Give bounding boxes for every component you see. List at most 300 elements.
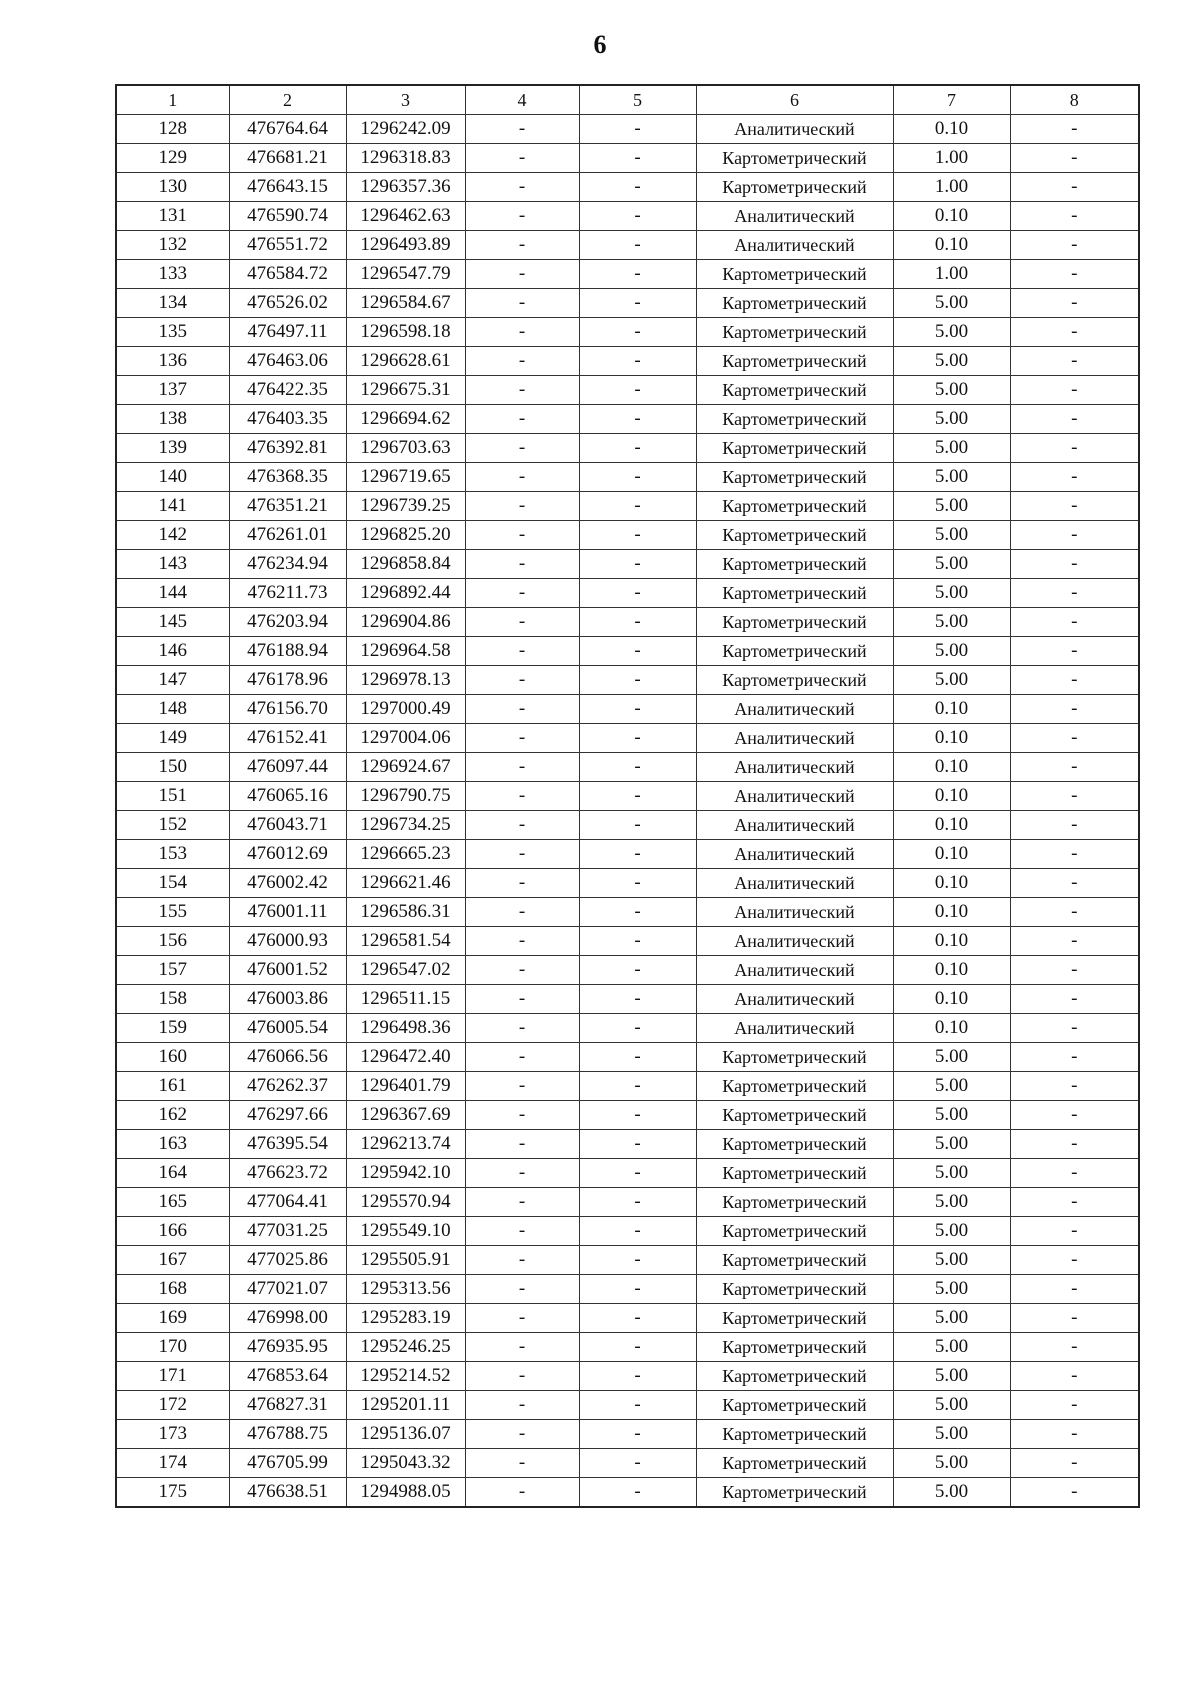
x-coordinate-cell: 476681.21 xyxy=(229,144,346,173)
x-coordinate-cell: 476526.02 xyxy=(229,289,346,318)
method-cell: Аналитический xyxy=(696,956,893,985)
column-8-cell: - xyxy=(1010,695,1139,724)
table-row xyxy=(116,985,1139,1014)
column-5-cell: - xyxy=(579,202,696,231)
column-8-cell: - xyxy=(1010,1333,1139,1362)
point-number-cell: 155 xyxy=(116,898,229,927)
accuracy-cell: 0.10 xyxy=(893,231,1010,260)
x-coordinate-cell: 476827.31 xyxy=(229,1391,346,1420)
accuracy-cell: 0.10 xyxy=(893,753,1010,782)
column-8-cell: - xyxy=(1010,492,1139,521)
point-number-cell: 131 xyxy=(116,202,229,231)
accuracy-cell: 5.00 xyxy=(893,376,1010,405)
y-coordinate-cell: 1295313.56 xyxy=(346,1275,465,1304)
method-cell: Картометрический xyxy=(696,1217,893,1246)
column-5-cell: - xyxy=(579,318,696,347)
column-4-cell: - xyxy=(465,724,579,753)
coordinates-table xyxy=(115,84,1140,1508)
x-coordinate-cell: 476392.81 xyxy=(229,434,346,463)
table-row xyxy=(116,405,1139,434)
table-row xyxy=(116,1246,1139,1275)
accuracy-cell: 5.00 xyxy=(893,463,1010,492)
y-coordinate-cell: 1296790.75 xyxy=(346,782,465,811)
column-8-cell: - xyxy=(1010,521,1139,550)
accuracy-cell: 5.00 xyxy=(893,405,1010,434)
y-coordinate-cell: 1296719.65 xyxy=(346,463,465,492)
x-coordinate-cell: 476262.37 xyxy=(229,1072,346,1101)
column-header: 4 xyxy=(465,85,579,115)
accuracy-cell: 5.00 xyxy=(893,1362,1010,1391)
column-5-cell: - xyxy=(579,666,696,695)
column-8-cell: - xyxy=(1010,811,1139,840)
column-5-cell: - xyxy=(579,492,696,521)
y-coordinate-cell: 1296675.31 xyxy=(346,376,465,405)
column-5-cell: - xyxy=(579,434,696,463)
method-cell: Картометрический xyxy=(696,173,893,202)
point-number-cell: 167 xyxy=(116,1246,229,1275)
y-coordinate-cell: 1296367.69 xyxy=(346,1101,465,1130)
column-8-cell: - xyxy=(1010,1246,1139,1275)
column-8-cell: - xyxy=(1010,405,1139,434)
column-4-cell: - xyxy=(465,463,579,492)
accuracy-cell: 5.00 xyxy=(893,492,1010,521)
x-coordinate-cell: 476788.75 xyxy=(229,1420,346,1449)
y-coordinate-cell: 1296547.02 xyxy=(346,956,465,985)
accuracy-cell: 5.00 xyxy=(893,521,1010,550)
table-row xyxy=(116,434,1139,463)
column-5-cell: - xyxy=(579,1420,696,1449)
method-cell: Аналитический xyxy=(696,753,893,782)
column-4-cell: - xyxy=(465,811,579,840)
table-row xyxy=(116,318,1139,347)
y-coordinate-cell: 1295549.10 xyxy=(346,1217,465,1246)
column-4-cell: - xyxy=(465,666,579,695)
column-4-cell: - xyxy=(465,1130,579,1159)
y-coordinate-cell: 1296401.79 xyxy=(346,1072,465,1101)
y-coordinate-cell: 1296493.89 xyxy=(346,231,465,260)
x-coordinate-cell: 476156.70 xyxy=(229,695,346,724)
accuracy-cell: 1.00 xyxy=(893,144,1010,173)
method-cell: Аналитический xyxy=(696,869,893,898)
x-coordinate-cell: 476764.64 xyxy=(229,115,346,144)
method-cell: Картометрический xyxy=(696,1188,893,1217)
method-cell: Картометрический xyxy=(696,1043,893,1072)
point-number-cell: 164 xyxy=(116,1159,229,1188)
column-4-cell: - xyxy=(465,434,579,463)
x-coordinate-cell: 476234.94 xyxy=(229,550,346,579)
column-5-cell: - xyxy=(579,1333,696,1362)
x-coordinate-cell: 476001.52 xyxy=(229,956,346,985)
table-row xyxy=(116,1275,1139,1304)
x-coordinate-cell: 476368.35 xyxy=(229,463,346,492)
method-cell: Картометрический xyxy=(696,1478,893,1508)
accuracy-cell: 5.00 xyxy=(893,1130,1010,1159)
column-header: 8 xyxy=(1010,85,1139,115)
accuracy-cell: 0.10 xyxy=(893,724,1010,753)
point-number-cell: 163 xyxy=(116,1130,229,1159)
column-5-cell: - xyxy=(579,1188,696,1217)
column-4-cell: - xyxy=(465,1478,579,1508)
column-4-cell: - xyxy=(465,1159,579,1188)
accuracy-cell: 5.00 xyxy=(893,1275,1010,1304)
method-cell: Картометрический xyxy=(696,144,893,173)
y-coordinate-cell: 1296581.54 xyxy=(346,927,465,956)
column-8-cell: - xyxy=(1010,376,1139,405)
accuracy-cell: 5.00 xyxy=(893,1478,1010,1508)
accuracy-cell: 5.00 xyxy=(893,1449,1010,1478)
accuracy-cell: 0.10 xyxy=(893,1014,1010,1043)
accuracy-cell: 0.10 xyxy=(893,985,1010,1014)
method-cell: Картометрический xyxy=(696,289,893,318)
method-cell: Картометрический xyxy=(696,1101,893,1130)
x-coordinate-cell: 476188.94 xyxy=(229,637,346,666)
y-coordinate-cell: 1296584.67 xyxy=(346,289,465,318)
x-coordinate-cell: 476297.66 xyxy=(229,1101,346,1130)
column-header: 1 xyxy=(116,85,229,115)
x-coordinate-cell: 476003.86 xyxy=(229,985,346,1014)
method-cell: Аналитический xyxy=(696,724,893,753)
column-8-cell: - xyxy=(1010,956,1139,985)
column-4-cell: - xyxy=(465,753,579,782)
point-number-cell: 138 xyxy=(116,405,229,434)
column-5-cell: - xyxy=(579,347,696,376)
point-number-cell: 160 xyxy=(116,1043,229,1072)
column-8-cell: - xyxy=(1010,1304,1139,1333)
y-coordinate-cell: 1295214.52 xyxy=(346,1362,465,1391)
column-5-cell: - xyxy=(579,1246,696,1275)
method-cell: Аналитический xyxy=(696,695,893,724)
column-5-cell: - xyxy=(579,376,696,405)
point-number-cell: 139 xyxy=(116,434,229,463)
accuracy-cell: 5.00 xyxy=(893,1072,1010,1101)
table-row xyxy=(116,724,1139,753)
table-row xyxy=(116,1014,1139,1043)
y-coordinate-cell: 1296734.25 xyxy=(346,811,465,840)
column-4-cell: - xyxy=(465,289,579,318)
accuracy-cell: 5.00 xyxy=(893,1420,1010,1449)
table-row xyxy=(116,173,1139,202)
method-cell: Картометрический xyxy=(696,376,893,405)
column-8-cell: - xyxy=(1010,1275,1139,1304)
x-coordinate-cell: 476551.72 xyxy=(229,231,346,260)
x-coordinate-cell: 476853.64 xyxy=(229,1362,346,1391)
column-4-cell: - xyxy=(465,637,579,666)
method-cell: Картометрический xyxy=(696,318,893,347)
column-4-cell: - xyxy=(465,579,579,608)
point-number-cell: 157 xyxy=(116,956,229,985)
column-8-cell: - xyxy=(1010,463,1139,492)
method-cell: Картометрический xyxy=(696,260,893,289)
point-number-cell: 156 xyxy=(116,927,229,956)
column-5-cell: - xyxy=(579,1275,696,1304)
x-coordinate-cell: 476012.69 xyxy=(229,840,346,869)
table-row xyxy=(116,115,1139,144)
x-coordinate-cell: 476403.35 xyxy=(229,405,346,434)
column-5-cell: - xyxy=(579,579,696,608)
column-8-cell: - xyxy=(1010,1391,1139,1420)
y-coordinate-cell: 1296472.40 xyxy=(346,1043,465,1072)
y-coordinate-cell: 1296825.20 xyxy=(346,521,465,550)
table-row xyxy=(116,840,1139,869)
y-coordinate-cell: 1296978.13 xyxy=(346,666,465,695)
column-5-cell: - xyxy=(579,782,696,811)
column-4-cell: - xyxy=(465,1246,579,1275)
column-5-cell: - xyxy=(579,608,696,637)
method-cell: Аналитический xyxy=(696,1014,893,1043)
method-cell: Картометрический xyxy=(696,1333,893,1362)
column-4-cell: - xyxy=(465,1101,579,1130)
column-8-cell: - xyxy=(1010,347,1139,376)
accuracy-cell: 5.00 xyxy=(893,1101,1010,1130)
accuracy-cell: 5.00 xyxy=(893,1391,1010,1420)
accuracy-cell: 1.00 xyxy=(893,260,1010,289)
accuracy-cell: 5.00 xyxy=(893,1217,1010,1246)
column-8-cell: - xyxy=(1010,1072,1139,1101)
x-coordinate-cell: 476065.16 xyxy=(229,782,346,811)
point-number-cell: 136 xyxy=(116,347,229,376)
x-coordinate-cell: 476178.96 xyxy=(229,666,346,695)
x-coordinate-cell: 476001.11 xyxy=(229,898,346,927)
column-5-cell: - xyxy=(579,1159,696,1188)
method-cell: Картометрический xyxy=(696,637,893,666)
point-number-cell: 172 xyxy=(116,1391,229,1420)
point-number-cell: 173 xyxy=(116,1420,229,1449)
column-4-cell: - xyxy=(465,956,579,985)
column-5-cell: - xyxy=(579,637,696,666)
column-5-cell: - xyxy=(579,724,696,753)
method-cell: Картометрический xyxy=(696,1159,893,1188)
method-cell: Картометрический xyxy=(696,550,893,579)
column-8-cell: - xyxy=(1010,1130,1139,1159)
point-number-cell: 142 xyxy=(116,521,229,550)
accuracy-cell: 5.00 xyxy=(893,289,1010,318)
point-number-cell: 132 xyxy=(116,231,229,260)
column-4-cell: - xyxy=(465,1333,579,1362)
x-coordinate-cell: 476935.95 xyxy=(229,1333,346,1362)
method-cell: Картометрический xyxy=(696,1391,893,1420)
point-number-cell: 168 xyxy=(116,1275,229,1304)
y-coordinate-cell: 1296318.83 xyxy=(346,144,465,173)
x-coordinate-cell: 476463.06 xyxy=(229,347,346,376)
column-4-cell: - xyxy=(465,115,579,144)
point-number-cell: 130 xyxy=(116,173,229,202)
column-5-cell: - xyxy=(579,260,696,289)
column-4-cell: - xyxy=(465,1217,579,1246)
column-4-cell: - xyxy=(465,869,579,898)
method-cell: Картометрический xyxy=(696,521,893,550)
column-5-cell: - xyxy=(579,115,696,144)
column-4-cell: - xyxy=(465,347,579,376)
column-5-cell: - xyxy=(579,840,696,869)
column-4-cell: - xyxy=(465,202,579,231)
method-cell: Картометрический xyxy=(696,492,893,521)
method-cell: Аналитический xyxy=(696,840,893,869)
method-cell: Аналитический xyxy=(696,927,893,956)
table-row xyxy=(116,1188,1139,1217)
point-number-cell: 135 xyxy=(116,318,229,347)
y-coordinate-cell: 1296511.15 xyxy=(346,985,465,1014)
y-coordinate-cell: 1295136.07 xyxy=(346,1420,465,1449)
column-8-cell: - xyxy=(1010,1478,1139,1508)
method-cell: Аналитический xyxy=(696,811,893,840)
column-8-cell: - xyxy=(1010,144,1139,173)
x-coordinate-cell: 476395.54 xyxy=(229,1130,346,1159)
column-8-cell: - xyxy=(1010,753,1139,782)
point-number-cell: 140 xyxy=(116,463,229,492)
column-5-cell: - xyxy=(579,550,696,579)
point-number-cell: 175 xyxy=(116,1478,229,1508)
table-row xyxy=(116,231,1139,260)
point-number-cell: 147 xyxy=(116,666,229,695)
column-4-cell: - xyxy=(465,376,579,405)
column-5-cell: - xyxy=(579,1072,696,1101)
point-number-cell: 141 xyxy=(116,492,229,521)
y-coordinate-cell: 1296598.18 xyxy=(346,318,465,347)
table-row xyxy=(116,376,1139,405)
x-coordinate-cell: 476211.73 xyxy=(229,579,346,608)
table-row xyxy=(116,1362,1139,1391)
x-coordinate-cell: 476638.51 xyxy=(229,1478,346,1508)
accuracy-cell: 0.10 xyxy=(893,869,1010,898)
accuracy-cell: 0.10 xyxy=(893,695,1010,724)
method-cell: Картометрический xyxy=(696,405,893,434)
y-coordinate-cell: 1296924.67 xyxy=(346,753,465,782)
column-header: 6 xyxy=(696,85,893,115)
x-coordinate-cell: 476590.74 xyxy=(229,202,346,231)
method-cell: Аналитический xyxy=(696,898,893,927)
table-row xyxy=(116,579,1139,608)
table-row xyxy=(116,1420,1139,1449)
method-cell: Картометрический xyxy=(696,1072,893,1101)
point-number-cell: 171 xyxy=(116,1362,229,1391)
method-cell: Картометрический xyxy=(696,1362,893,1391)
accuracy-cell: 5.00 xyxy=(893,608,1010,637)
column-header: 7 xyxy=(893,85,1010,115)
y-coordinate-cell: 1297004.06 xyxy=(346,724,465,753)
point-number-cell: 150 xyxy=(116,753,229,782)
column-5-cell: - xyxy=(579,927,696,956)
y-coordinate-cell: 1295201.11 xyxy=(346,1391,465,1420)
x-coordinate-cell: 476005.54 xyxy=(229,1014,346,1043)
x-coordinate-cell: 477025.86 xyxy=(229,1246,346,1275)
column-8-cell: - xyxy=(1010,637,1139,666)
y-coordinate-cell: 1296547.79 xyxy=(346,260,465,289)
method-cell: Картометрический xyxy=(696,1420,893,1449)
table-row xyxy=(116,202,1139,231)
column-5-cell: - xyxy=(579,1391,696,1420)
column-8-cell: - xyxy=(1010,1159,1139,1188)
y-coordinate-cell: 1296213.74 xyxy=(346,1130,465,1159)
table-row xyxy=(116,492,1139,521)
column-5-cell: - xyxy=(579,869,696,898)
column-5-cell: - xyxy=(579,1217,696,1246)
column-5-cell: - xyxy=(579,173,696,202)
point-number-cell: 145 xyxy=(116,608,229,637)
column-4-cell: - xyxy=(465,1391,579,1420)
x-coordinate-cell: 476261.01 xyxy=(229,521,346,550)
point-number-cell: 146 xyxy=(116,637,229,666)
column-5-cell: - xyxy=(579,1449,696,1478)
y-coordinate-cell: 1296904.86 xyxy=(346,608,465,637)
column-5-cell: - xyxy=(579,956,696,985)
point-number-cell: 133 xyxy=(116,260,229,289)
column-8-cell: - xyxy=(1010,724,1139,753)
point-number-cell: 158 xyxy=(116,985,229,1014)
method-cell: Аналитический xyxy=(696,985,893,1014)
point-number-cell: 149 xyxy=(116,724,229,753)
column-4-cell: - xyxy=(465,144,579,173)
column-5-cell: - xyxy=(579,1478,696,1508)
point-number-cell: 129 xyxy=(116,144,229,173)
y-coordinate-cell: 1295246.25 xyxy=(346,1333,465,1362)
method-cell: Картометрический xyxy=(696,347,893,376)
method-cell: Аналитический xyxy=(696,115,893,144)
column-4-cell: - xyxy=(465,782,579,811)
method-cell: Картометрический xyxy=(696,666,893,695)
method-cell: Аналитический xyxy=(696,202,893,231)
table-row xyxy=(116,347,1139,376)
y-coordinate-cell: 1296621.46 xyxy=(346,869,465,898)
column-4-cell: - xyxy=(465,521,579,550)
table-row xyxy=(116,1304,1139,1333)
column-5-cell: - xyxy=(579,898,696,927)
table-row xyxy=(116,1072,1139,1101)
column-4-cell: - xyxy=(465,1188,579,1217)
x-coordinate-cell: 476998.00 xyxy=(229,1304,346,1333)
method-cell: Аналитический xyxy=(696,782,893,811)
table-row xyxy=(116,637,1139,666)
table-row xyxy=(116,695,1139,724)
point-number-cell: 154 xyxy=(116,869,229,898)
y-coordinate-cell: 1296694.62 xyxy=(346,405,465,434)
table-row xyxy=(116,260,1139,289)
table-row xyxy=(116,811,1139,840)
point-number-cell: 128 xyxy=(116,115,229,144)
column-5-cell: - xyxy=(579,753,696,782)
x-coordinate-cell: 477021.07 xyxy=(229,1275,346,1304)
y-coordinate-cell: 1296357.36 xyxy=(346,173,465,202)
accuracy-cell: 0.10 xyxy=(893,898,1010,927)
point-number-cell: 144 xyxy=(116,579,229,608)
column-5-cell: - xyxy=(579,231,696,260)
table-row xyxy=(116,550,1139,579)
column-8-cell: - xyxy=(1010,666,1139,695)
point-number-cell: 137 xyxy=(116,376,229,405)
x-coordinate-cell: 476643.15 xyxy=(229,173,346,202)
x-coordinate-cell: 476066.56 xyxy=(229,1043,346,1072)
accuracy-cell: 0.10 xyxy=(893,956,1010,985)
column-4-cell: - xyxy=(465,1304,579,1333)
point-number-cell: 153 xyxy=(116,840,229,869)
x-coordinate-cell: 476584.72 xyxy=(229,260,346,289)
y-coordinate-cell: 1296703.63 xyxy=(346,434,465,463)
accuracy-cell: 5.00 xyxy=(893,318,1010,347)
column-8-cell: - xyxy=(1010,434,1139,463)
y-coordinate-cell: 1295570.94 xyxy=(346,1188,465,1217)
table-row xyxy=(116,956,1139,985)
column-8-cell: - xyxy=(1010,1449,1139,1478)
accuracy-cell: 5.00 xyxy=(893,1159,1010,1188)
column-header: 2 xyxy=(229,85,346,115)
table-row xyxy=(116,1478,1139,1508)
column-5-cell: - xyxy=(579,405,696,434)
method-cell: Картометрический xyxy=(696,1130,893,1159)
column-4-cell: - xyxy=(465,1362,579,1391)
y-coordinate-cell: 1295505.91 xyxy=(346,1246,465,1275)
page-number: 6 xyxy=(593,30,607,59)
column-8-cell: - xyxy=(1010,869,1139,898)
y-coordinate-cell: 1296858.84 xyxy=(346,550,465,579)
